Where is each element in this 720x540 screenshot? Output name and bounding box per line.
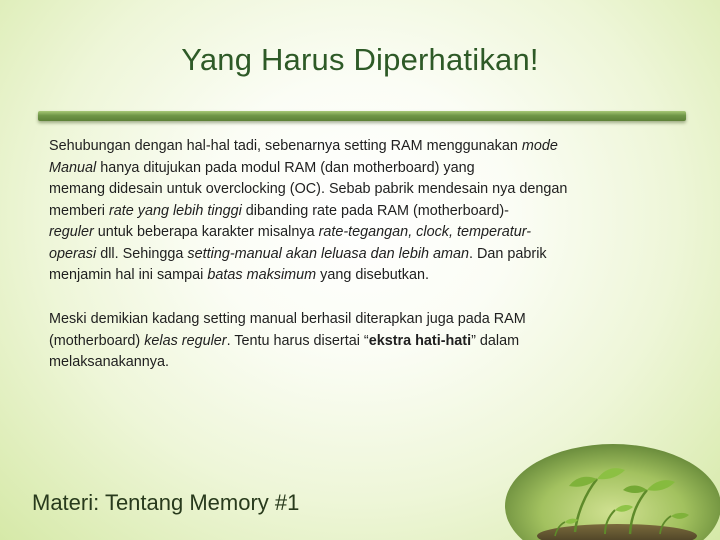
p2-line-3: melaksanakannya. <box>49 354 169 370</box>
footer-caption: Materi: Tentang Memory #1 <box>32 490 300 515</box>
p1-line-6 <box>49 246 547 262</box>
p1-line-3: memang didesain untuk overclocking (OC). Sebab pabrik mendesain nya dengan <box>49 181 568 197</box>
p2-text: . Tentu harus disertai “ <box>226 332 369 349</box>
paragraph-2 <box>49 309 649 374</box>
p1-italic: Manual <box>49 159 97 176</box>
p1-text: menjamin hal ini sampai <box>49 267 208 283</box>
p2-text: (motherboard) <box>49 332 145 349</box>
p1-text: . Dan pabrik <box>469 245 547 262</box>
sprout-photo <box>505 444 720 540</box>
p1-italic: rate yang lebih tinggi <box>108 202 242 219</box>
p1-text: Sehubungan dengan hal-hal tadi, sebenarnya setting RAM menggunakan <box>49 138 522 154</box>
p1-line-7 <box>49 267 429 283</box>
p1-italic: setting-manual akan leluasa dan lebih aman <box>187 245 470 262</box>
p1-italic: batas maksimum <box>207 267 317 283</box>
p1-italic: rate-tegangan, clock, temperatur- <box>318 224 532 240</box>
p2-line-2 <box>49 333 519 349</box>
p1-italic: mode <box>521 138 558 154</box>
title-divider <box>38 111 686 121</box>
p2-text: ” dalam <box>471 332 520 349</box>
p1-text: untuk beberapa karakter misalnya <box>93 224 319 240</box>
p1-text: dibanding rate pada RAM (motherboard)- <box>241 202 509 219</box>
p1-text: memberi <box>49 202 109 219</box>
slide-title: Yang Harus Diperhatikan! <box>181 42 539 77</box>
p1-italic: reguler <box>49 224 94 240</box>
p1-text: hanya ditujukan pada modul RAM (dan motherboard) yang <box>96 159 475 176</box>
p2-line-1: Meski demikian kadang setting manual berhasil diterapkan juga pada RAM <box>49 311 526 327</box>
p1-text: dll. Sehingga <box>96 245 188 262</box>
paragraph-1 <box>49 136 649 287</box>
p1-text: yang disebutkan. <box>316 267 429 283</box>
p1-italic: operasi <box>49 245 97 262</box>
p1-line-4 <box>49 203 509 219</box>
p2-bold: ekstra hati-hati <box>368 332 472 349</box>
p1-line-2 <box>49 160 475 176</box>
p1-line-5 <box>49 224 531 240</box>
p1-line-1 <box>49 138 558 154</box>
p2-italic: kelas reguler <box>144 332 227 349</box>
